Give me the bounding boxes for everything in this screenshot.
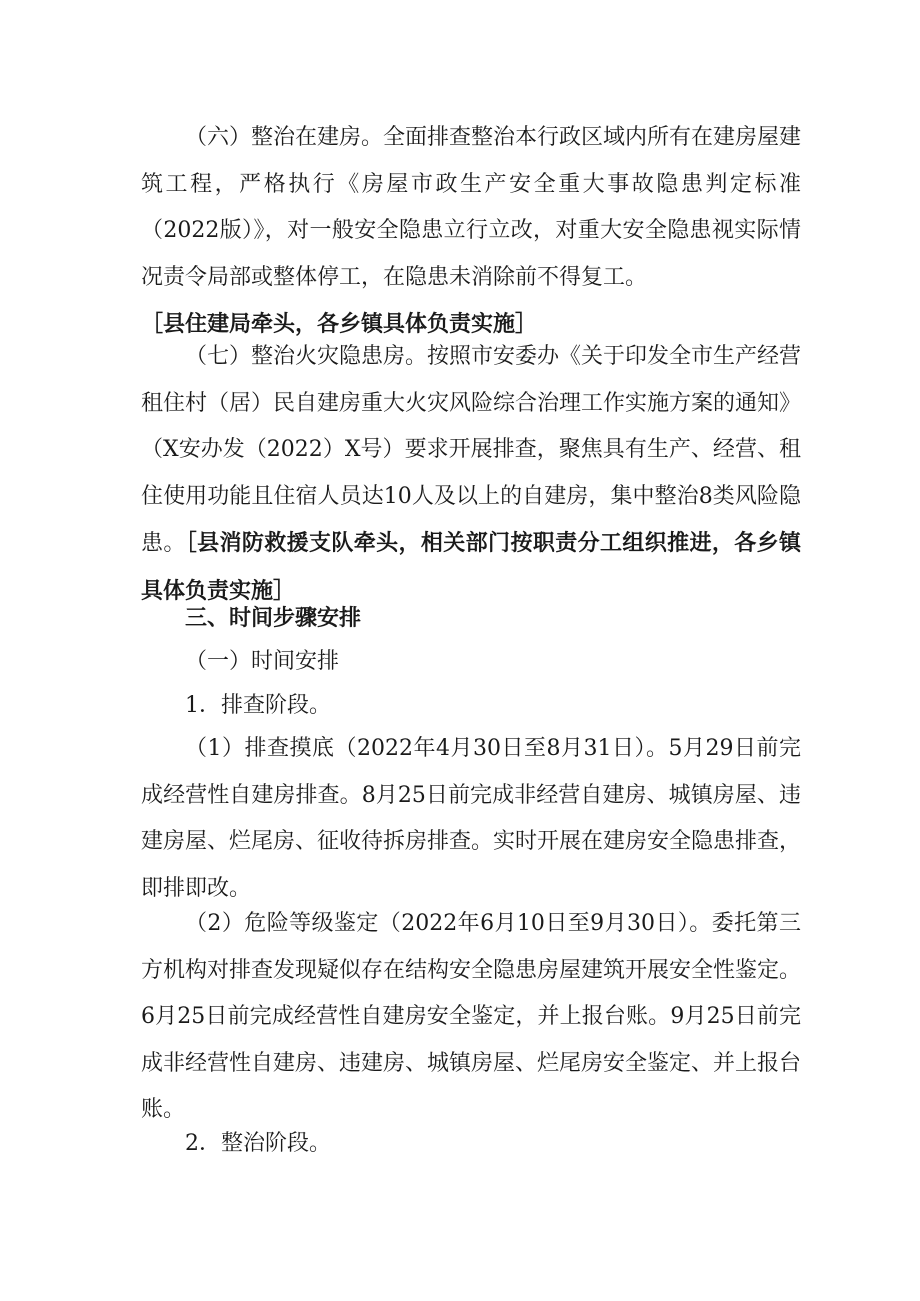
subsection-one-heading: （一）时间安排: [185, 649, 340, 674]
paragraph-six-text: （六）整治在建房。全面排查整治本行政区域内所有在建房屋建筑工程，严格执行《房屋市政生产安全重大事故隐患判定标准（2022版）》，对一般安全隐患立行立改，对重大安全隐患视实际情况责令局部或整体停工，在隐患未消除前不得复工。: [141, 125, 802, 290]
paragraph-seven-responsibility: ［县消防救援支队牵头，相关部门按职责分工组织推进，各乡镇具体负责实施］: [141, 530, 801, 604]
stage-one-item-two: （2）危险等级鉴定（2022年6月10日至9月30日）。委托第三方机构对排查发现疑似存在结构安全隐患房屋建筑开展安全性鉴定。6月25日前完成经营性自建房安全鉴定，并上报台账。9月25日前完成非经营性自建房、违建房、城镇房屋、烂尾房安全鉴定、并上报台账。: [141, 911, 802, 1122]
stage-one-heading: 1．排查阶段。: [185, 693, 331, 718]
paragraph-six: [141, 115, 801, 349]
paragraph-seven: [141, 334, 801, 615]
stage-one-item-one: （1）排查摸底（2022年4月30日至8月31日）。5月29日前完成经营性自建房排查。8月25日前完成非经营自建房、城镇房屋、违建房屋、烂尾房、征收待拆房排查。实时开展在建房安全隐患排查，即排即改。: [141, 736, 802, 901]
section-three-heading: 三、时间步骤安排: [185, 605, 362, 631]
stage-two-heading: 2．整治阶段。: [185, 1131, 331, 1156]
paragraph-seven-text: （七）整治火灾隐患房。按照市安委办《关于印发全市生产经营租住村（居）民自建房重大火灾风险综合治理工作实施方案的通知》（X安办发（2022）X号）要求开展排查，聚焦具有生产、经营、租住使用功能且住宿人员达10人及以上的自建房，集中整治8类风险隐患。: [141, 344, 802, 556]
paragraph-six-responsibility: ［县住建局牵头，各乡镇具体负责实施］: [141, 311, 538, 337]
